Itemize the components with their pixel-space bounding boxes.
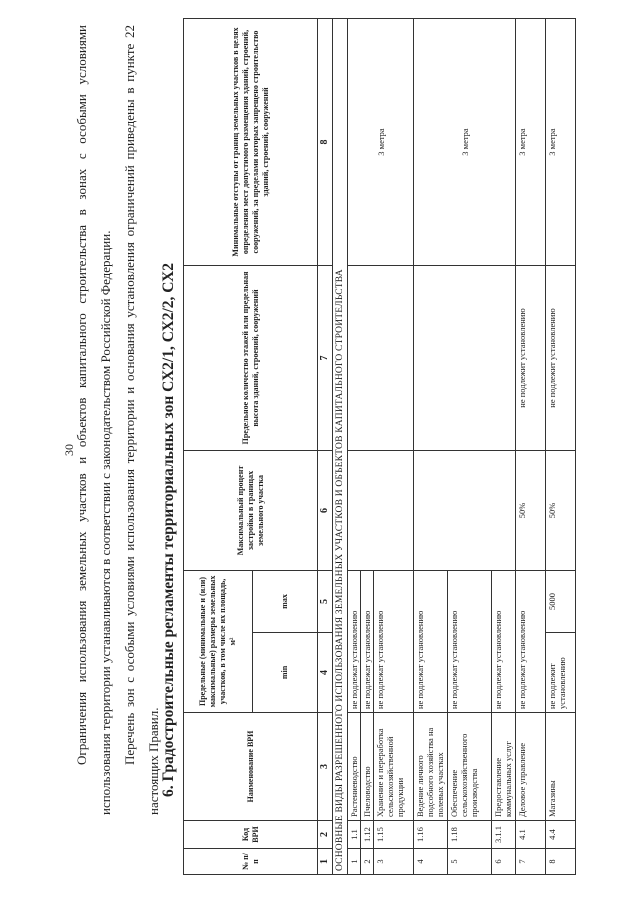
table-row: [414, 19, 448, 875]
row-num: 3: [374, 849, 414, 875]
header-row: [184, 19, 253, 875]
row-percent: [414, 451, 516, 571]
row-num: 4: [414, 849, 448, 875]
row-floors: [348, 266, 414, 451]
row-size: не подлежат установлению: [374, 571, 414, 713]
column-number: 6: [318, 451, 333, 571]
row-name: Ведение личного подсобного хозяйства на полевых участках: [414, 713, 448, 821]
row-code: 4.4: [546, 821, 576, 849]
column-number-row: [318, 19, 333, 875]
row-code: 1.15: [374, 821, 414, 849]
row-percent: 50%: [516, 451, 546, 571]
row-name: Обеспечение сельскохозяйственного производства: [448, 713, 492, 821]
row-code: 3.1.1: [492, 821, 516, 849]
header-floors: Предельное количество этажей или предельная высота зданий, строений, сооружений: [184, 266, 318, 451]
row-num: 5: [448, 849, 492, 875]
column-number: 3: [318, 713, 333, 821]
intro-text: [70, 25, 166, 815]
row-name: Предоставление коммунальных услуг: [492, 713, 516, 821]
row-num: 6: [492, 849, 516, 875]
column-number: 2: [318, 821, 333, 849]
column-number: 8: [318, 19, 333, 266]
row-num: 2: [361, 849, 374, 875]
header-num: № п/п: [184, 849, 318, 875]
page-number: 30: [62, 444, 76, 456]
row-name: Деловое управление: [516, 713, 546, 821]
row-num: 8: [546, 849, 576, 875]
column-number: 7: [318, 266, 333, 451]
row-code: 1.12: [361, 821, 374, 849]
row-size: не подлежат установлению: [414, 571, 448, 713]
header-min: min: [253, 633, 318, 713]
row-floors: не подлежит установлению: [516, 266, 546, 451]
row-num: 7: [516, 849, 546, 875]
column-number: 1: [318, 849, 333, 875]
row-code: 1.18: [448, 821, 492, 849]
intro-paragraph: Ограничения использования земельных участков и объектов капитального строительства в зонах с особыми условиями использования территории устанавливаются в соответствии с законодательством Российской Федерации.: [74, 25, 113, 815]
row-size: не подлежат установлению: [448, 571, 492, 713]
row-code: 1.1: [348, 821, 361, 849]
column-number: 5: [318, 571, 333, 633]
row-size: не подлежат установлению: [361, 571, 374, 713]
header-code: Код ВРИ: [184, 821, 318, 849]
row-max: 5000: [546, 571, 576, 633]
row-floors: [414, 266, 516, 451]
row-min: не подлежит установлению: [546, 633, 576, 713]
row-size: не подлежат установлению: [516, 571, 546, 713]
row-size: не подлежат установлению: [348, 571, 361, 713]
header-max: max: [253, 571, 318, 633]
row-name: Растениеводство: [348, 713, 361, 821]
header-size: Предельные (минимальные и (или) максимальные) размеры земельных участков, в том числе их площадь, м²: [184, 571, 253, 713]
row-setback-group: 3 метра: [348, 19, 414, 266]
header-name: Наименование ВРИ: [184, 713, 318, 821]
table-row: [516, 19, 546, 875]
row-percent: [348, 451, 414, 571]
intro-paragraph: Перечень зон с особыми условиями использования территории и основания установления ограничений приведены в пункте 22 настоящих Правил.: [122, 25, 161, 815]
section-label: ОСНОВНЫЕ ВИДЫ РАЗРЕШЕННОГО ИСПОЛЬЗОВАНИЯ ЗЕМЕЛЬНЫХ УЧАСТКОВ И ОБЪЕКТОВ КАПИТАЛЬНОГО СТРОИТЕЛЬСТВА: [333, 19, 348, 875]
regulations-table: [183, 18, 576, 875]
row-percent: 50%: [546, 451, 576, 571]
section-row: [333, 19, 348, 875]
row-floors: не подлежит установлению: [546, 266, 576, 451]
table-row: [546, 19, 576, 875]
row-name: Хранение и переработка сельскохозяйственной продукции: [374, 713, 414, 821]
column-number: 4: [318, 633, 333, 713]
section-title: 6. Градостроительные регламенты территориальных зон СХ2/1, СХ2/2, СХ2: [160, 263, 177, 797]
row-num: 1: [348, 849, 361, 875]
header-percent: Максимальный процент застройки в границах земельного участка: [184, 451, 318, 571]
row-setback-group: 3 метра: [414, 19, 516, 266]
row-size: не подлежат установлению: [492, 571, 516, 713]
row-code: 4.1: [516, 821, 546, 849]
row-setback: 3 метра: [546, 19, 576, 266]
table-row: [348, 19, 361, 875]
row-code: 1.16: [414, 821, 448, 849]
row-name: Магазины: [546, 713, 576, 821]
row-setback: 3 метра: [516, 19, 546, 266]
header-setback: Минимальные отступы от границ земельных участков в целях определения мест допустимого размещения зданий, строений, сооружений, за пределами которых запрещено строительство зданий, строений, сооружений: [184, 19, 318, 266]
row-name: Пчеловодство: [361, 713, 374, 821]
